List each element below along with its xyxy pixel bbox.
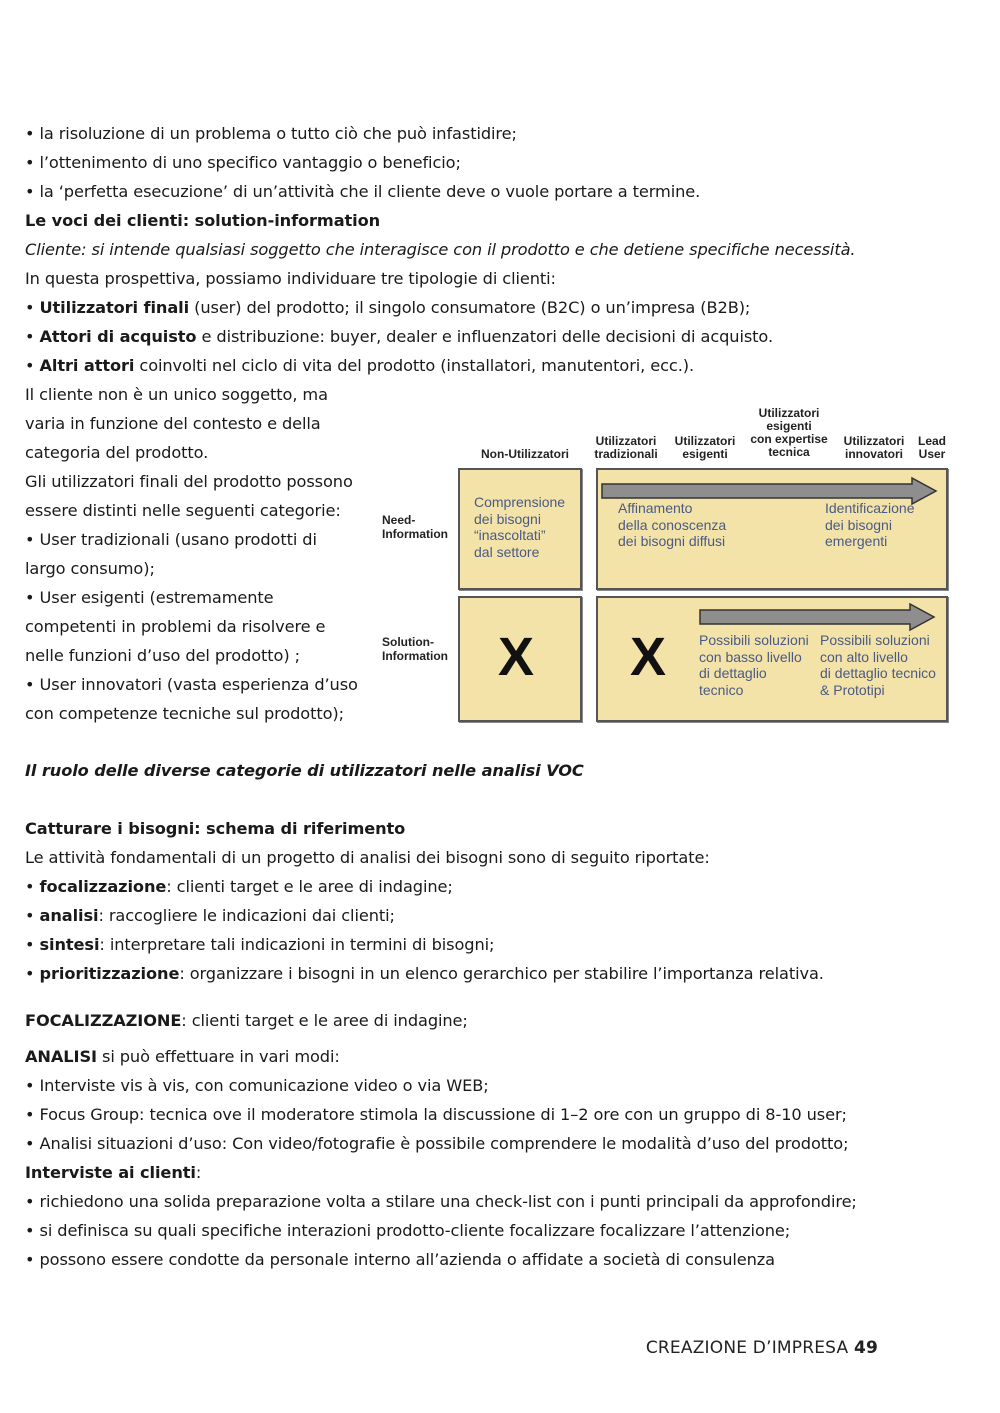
bullet-text: • la risoluzione di un problema o tutto ciò che può infastidire; <box>25 124 517 143</box>
section-heading: Catturare i bisogni: schema di riferimento <box>25 819 406 838</box>
paragraph-text: con competenze tecniche sul prodotto); <box>25 704 344 723</box>
row-header-need-information: Need- Information <box>382 513 448 541</box>
paragraph-text: In questa prospettiva, possiamo individuare tre tipologie di clienti: <box>25 269 556 288</box>
arrow-icon <box>698 602 938 632</box>
paragraph-text: varia in funzione del contesto e della <box>25 414 321 433</box>
bullet-text: • l’ottenimento di uno specifico vantaggio o beneficio; <box>25 153 461 172</box>
bullet-text: • Analisi situazioni d’uso: Con video/fotografie è possibile comprendere le modalità d’uso del prodotto; <box>25 1134 849 1153</box>
bullet-text: • si definisca su quali specifiche interazioni prodotto-cliente focalizzare focalizzare l’attenzione; <box>25 1221 791 1240</box>
bullet-text: • la ‘perfetta esecuzione’ di un’attività che il cliente deve o vuole portare a termine. <box>25 182 701 201</box>
footer-title: CREAZIONE D’IMPRESA <box>645 1338 849 1358</box>
x-mark-icon: X <box>630 627 667 687</box>
bullet-text: • richiedono una solida preparazione volta a stilare una check-list con i punti principali da approfondire; <box>25 1192 857 1211</box>
page-footer <box>646 1338 878 1358</box>
x-mark-icon: X <box>498 627 535 687</box>
bullet-text: • Altri attori coinvolti nel ciclo di vita del prodotto (installatori, manutentori, ecc.). <box>25 356 695 375</box>
bullet-text: • User esigenti (estremamente <box>25 588 274 607</box>
need-box-text: Comprensione dei bisogni “inascoltati” dal settore <box>474 494 566 560</box>
definition-text: Cliente: si intende qualsiasi soggetto che interagisce con il prodotto e che detiene specifiche necessità. <box>25 240 856 259</box>
section-heading: Le voci dei clienti: solution-information <box>25 211 381 230</box>
need-box-text: Identificazione dei bisogni emergenti <box>825 500 915 549</box>
bullet-text: • Interviste vis à vis, con comunicazione video o via WEB; <box>25 1076 489 1095</box>
column-header-traditional: Utilizzatori tradizionali <box>594 434 658 461</box>
paragraph-text: ANALISI si può effettuare in vari modi: <box>25 1047 340 1066</box>
paragraph-text: competenti in problemi da risolvere e <box>25 617 326 636</box>
bullet-text: • possono essere condotte da personale interno all’azienda o affidate a società di consulenza <box>25 1250 775 1269</box>
bullet-text: • focalizzazione: clienti target e le aree di indagine; <box>25 877 453 896</box>
paragraph-text: nelle funzioni d’uso del prodotto) ; <box>25 646 300 665</box>
paragraph-text: Interviste ai clienti: <box>25 1163 202 1182</box>
paragraph-text: FOCALIZZAZIONE: clienti target e le aree di indagine; <box>25 1011 468 1030</box>
row-header-solution-information: Solution- Information <box>382 635 448 663</box>
figure-caption: Il ruolo delle diverse categorie di utilizzatori nelle analisi VOC <box>25 761 584 780</box>
bullet-text: • sintesi: interpretare tali indicazioni in termini di bisogni; <box>25 935 495 954</box>
page-number: 49 <box>853 1338 878 1358</box>
bullet-text: • Focus Group: tecnica ove il moderatore stimola la discussione di 1–2 ore con un gruppo di 8-10 user; <box>25 1105 847 1124</box>
voc-diagram <box>378 402 950 724</box>
bullet-text: • User innovatori (vasta esperienza d’uso <box>25 675 358 694</box>
bullet-text: • prioritizzazione: organizzare i bisogni in un elenco gerarchico per stabilire l’importanza relativa. <box>25 964 824 983</box>
column-header-non-users: Non-Utilizzatori <box>481 447 569 461</box>
paragraph-text: largo consumo); <box>25 559 155 578</box>
column-header-lead-user: Lead User <box>917 434 946 461</box>
paragraph-text: essere distinti nelle seguenti categorie: <box>25 501 341 520</box>
need-box-text: Affinamento della conoscenza dei bisogni diffusi <box>618 500 727 549</box>
bullet-text: • analisi: raccogliere le indicazioni dai clienti; <box>25 906 395 925</box>
column-header-expertise: Utilizzatori esigenti con expertise tecnica <box>750 406 828 459</box>
column-header-innovators: Utilizzatori innovatori <box>843 434 905 461</box>
paragraph-text: Le attività fondamentali di un progetto di analisi dei bisogni sono di seguito riportate: <box>25 848 710 867</box>
solution-box-text: Possibili soluzioni con alto livello di dettaglio tecnico & Prototipi <box>820 632 936 698</box>
paragraph-text: Il cliente non è un unico soggetto, ma <box>25 385 328 404</box>
solution-box-text: Possibili soluzioni con basso livello di dettaglio tecnico <box>699 632 809 698</box>
column-header-demanding: Utilizzatori esigenti <box>674 434 736 461</box>
paragraph-text: categoria del prodotto. <box>25 443 209 462</box>
bullet-text: • Utilizzatori finali (user) del prodotto; il singolo consumatore (B2C) o un’impresa (B2B); <box>25 298 751 317</box>
bullet-text: • User tradizionali (usano prodotti di <box>25 530 317 549</box>
paragraph-text: Gli utilizzatori finali del prodotto possono <box>25 472 353 491</box>
bullet-text: • Attori di acquisto e distribuzione: buyer, dealer e influenzatori delle decisioni di acquisto. <box>25 327 773 346</box>
